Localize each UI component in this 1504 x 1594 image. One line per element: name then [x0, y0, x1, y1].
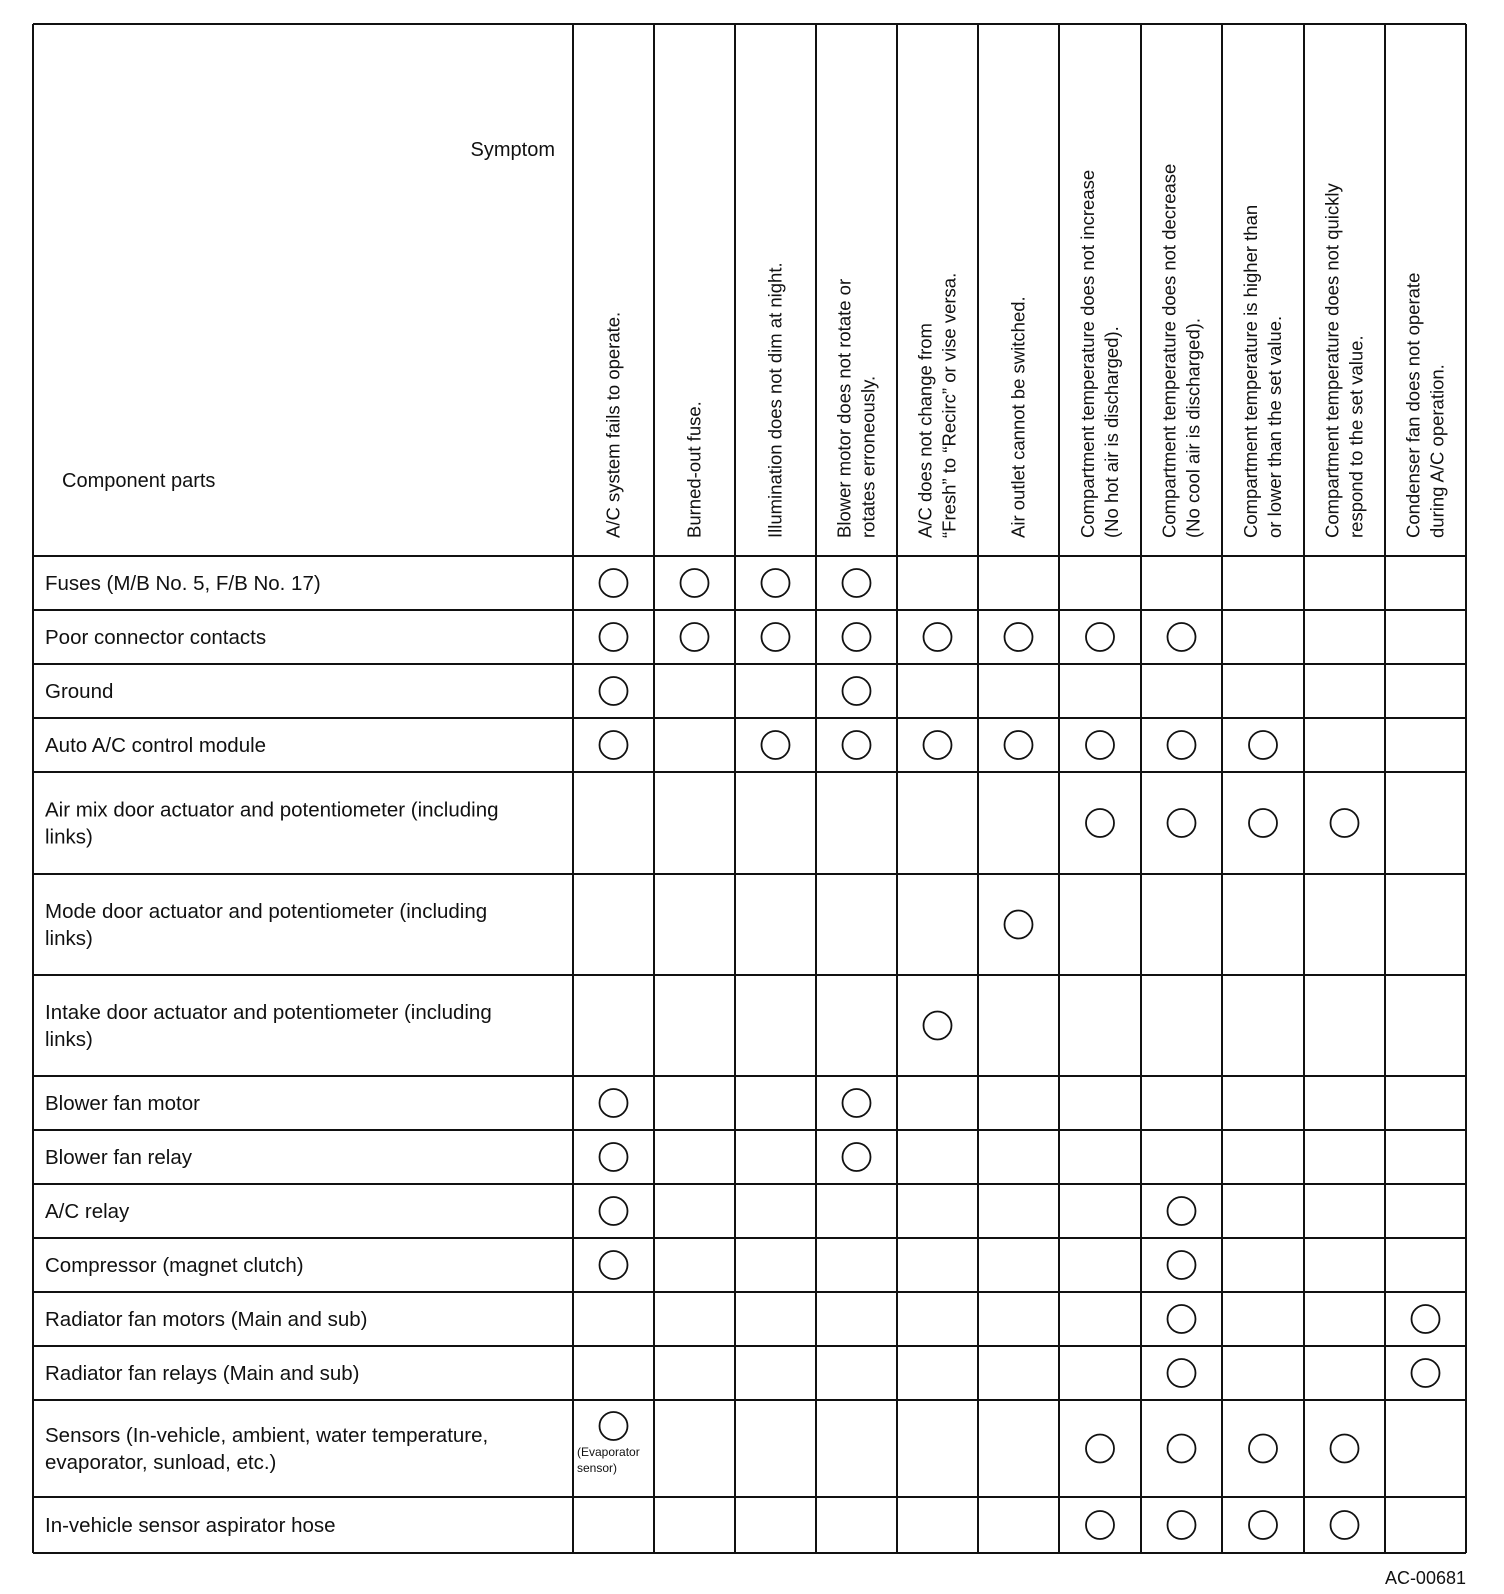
symptom-header: Symptom [470, 139, 555, 161]
check-circle-row5-col8 [1168, 809, 1196, 837]
check-circle-row15-col9 [1249, 1511, 1277, 1539]
check-circle-row4-col9 [1249, 731, 1277, 759]
check-circle-row2-col5 [924, 623, 952, 651]
check-circle-row12-col8 [1168, 1305, 1196, 1333]
component-parts-header: Component parts [62, 470, 216, 492]
column-header-8: Compartment temperature does not decrease [1158, 163, 1180, 538]
check-circle-row1-col1 [600, 569, 628, 597]
check-circle-row15-col7 [1086, 1511, 1114, 1539]
row-label-14: evaporator, sunload, etc.) [45, 1451, 277, 1474]
column-header-9: or lower than the set value. [1264, 315, 1285, 538]
row-note: (Evaporator [577, 1445, 640, 1459]
check-circle-row14-col9 [1249, 1435, 1277, 1463]
check-circle-row15-col8 [1168, 1511, 1196, 1539]
row-label-6: links) [45, 927, 93, 950]
check-circle-row5-col10 [1331, 809, 1359, 837]
check-circle-row2-col8 [1168, 623, 1196, 651]
check-circle-row4-col5 [924, 731, 952, 759]
check-circle-row2-col2 [681, 623, 709, 651]
check-circle-row8-col1 [600, 1089, 628, 1117]
column-header-3: Illumination does not dim at night. [764, 262, 786, 538]
column-header-7: (No hot air is discharged). [1101, 326, 1122, 538]
check-circle-row6-col6 [1005, 911, 1033, 939]
check-circle-row4-col6 [1005, 731, 1033, 759]
check-circle-row14-col7 [1086, 1435, 1114, 1463]
check-circle-row13-col11 [1412, 1359, 1440, 1387]
row-note: sensor) [577, 1461, 618, 1475]
column-header-6: Air outlet cannot be switched. [1007, 296, 1029, 538]
column-header-4: Blower motor does not rotate or [833, 278, 855, 538]
row-label-13: Radiator fan relays (Main and sub) [45, 1362, 360, 1385]
check-circle-row1-col2 [681, 569, 709, 597]
check-circle-row8-col4 [843, 1089, 871, 1117]
check-circle-row11-col8 [1168, 1251, 1196, 1279]
column-header-1: A/C system fails to operate. [602, 311, 624, 538]
row-label-4: Auto A/C control module [45, 734, 267, 757]
row-label-1: Fuses (M/B No. 5, F/B No. 17) [45, 572, 321, 595]
row-label-6: Mode door actuator and potentiometer (including [45, 900, 488, 923]
check-circle-row3-col4 [843, 677, 871, 705]
column-header-9: Compartment temperature is higher than [1240, 204, 1261, 538]
check-circle-row9-col1 [600, 1143, 628, 1171]
check-circle-row4-col3 [762, 731, 790, 759]
check-circle-row10-col8 [1168, 1197, 1196, 1225]
row-label-10: A/C relay [45, 1200, 130, 1223]
row-label-15: In-vehicle sensor aspirator hose [45, 1514, 336, 1537]
row-label-14: Sensors (In-vehicle, ambient, water temperature, [45, 1424, 489, 1447]
figure-id: AC-00681 [1384, 1568, 1466, 1588]
check-circle-row14-col1 [600, 1412, 628, 1440]
column-header-4: rotates erroneously. [857, 375, 879, 538]
check-circle-row1-col4 [843, 569, 871, 597]
check-circle-row14-col8 [1168, 1435, 1196, 1463]
column-header-10: respond to the set value. [1345, 335, 1367, 538]
check-circle-row1-col3 [762, 569, 790, 597]
check-circle-row14-col10 [1331, 1435, 1359, 1463]
column-header-10: Compartment temperature does not quickly [1321, 183, 1343, 538]
column-header-11: during A/C operation. [1426, 364, 1448, 538]
row-label-11: Compressor (magnet clutch) [45, 1254, 304, 1277]
row-label-3: Ground [45, 680, 114, 703]
column-header-2: Burned-out fuse. [683, 401, 705, 538]
column-header-11: Condenser fan does not operate [1402, 272, 1424, 538]
column-header-8: (No cool air is discharged). [1182, 317, 1204, 538]
check-circle-row9-col4 [843, 1143, 871, 1171]
check-circle-row12-col11 [1412, 1305, 1440, 1333]
check-circle-row4-col1 [600, 731, 628, 759]
column-header-5: “Fresh” to “Recirc” or vise versa. [938, 272, 960, 538]
check-circle-row4-col8 [1168, 731, 1196, 759]
row-label-2: Poor connector contacts [45, 626, 267, 649]
row-label-5: links) [45, 825, 93, 849]
row-label-9: Blower fan relay [45, 1146, 192, 1169]
check-circle-row2-col6 [1005, 623, 1033, 651]
row-label-8: Blower fan motor [45, 1092, 200, 1115]
row-label-7: Intake door actuator and potentiometer (including [45, 1001, 492, 1024]
check-circle-row15-col10 [1331, 1511, 1359, 1539]
check-circle-row10-col1 [600, 1197, 628, 1225]
check-circle-row5-col7 [1086, 809, 1114, 837]
row-label-12: Radiator fan motors (Main and sub) [45, 1308, 368, 1331]
check-circle-row2-col1 [600, 623, 628, 651]
check-circle-row13-col8 [1168, 1359, 1196, 1387]
check-circle-row2-col3 [762, 623, 790, 651]
check-circle-row3-col1 [600, 677, 628, 705]
check-circle-row11-col1 [600, 1251, 628, 1279]
check-circle-row4-col4 [843, 731, 871, 759]
check-circle-row7-col5 [924, 1012, 952, 1040]
check-circle-row4-col7 [1086, 731, 1114, 759]
check-circle-row2-col7 [1086, 623, 1114, 651]
column-header-7: Compartment temperature does not increase [1077, 169, 1098, 538]
row-label-5: Air mix door actuator and potentiometer (including [45, 798, 499, 822]
check-circle-row5-col9 [1249, 809, 1277, 837]
row-label-7: links) [45, 1028, 93, 1051]
check-circle-row2-col4 [843, 623, 871, 651]
column-header-5: A/C does not change from [914, 323, 936, 538]
